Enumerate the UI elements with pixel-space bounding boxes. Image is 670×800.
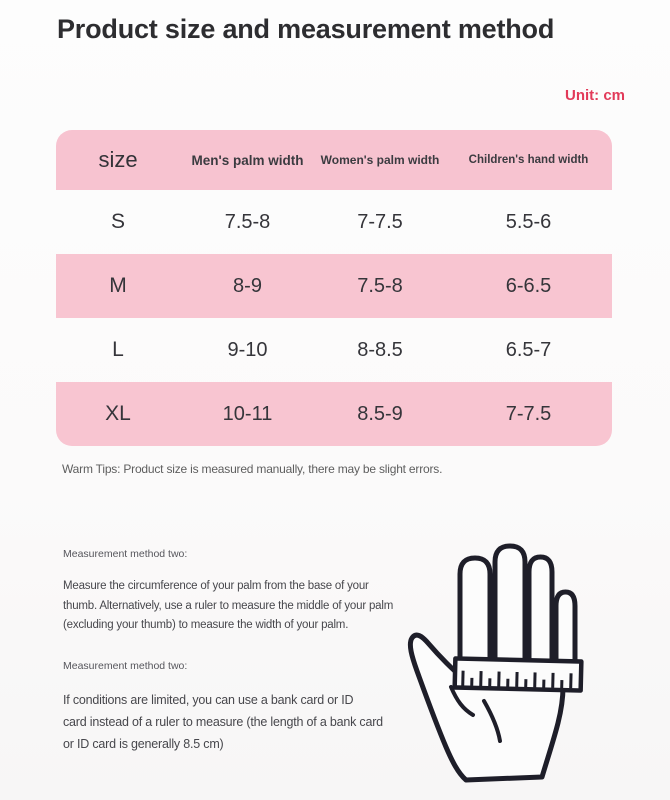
value-cell: 6.5-7 bbox=[505, 338, 552, 361]
method-text bbox=[63, 689, 403, 755]
method-text-line: If conditions are limited, you can use a bank card or ID bbox=[63, 693, 354, 707]
method-label: Measurement method two: bbox=[63, 660, 188, 672]
table-row-l bbox=[56, 318, 612, 382]
size-cell: S bbox=[110, 210, 125, 233]
table-row-xl bbox=[56, 382, 612, 446]
method-text bbox=[63, 577, 403, 636]
method-text-line: thumb. Alternatively, use a ruler to measure the middle of your palm bbox=[63, 599, 394, 612]
unit-label: Unit: cm bbox=[565, 87, 625, 104]
method-text-line: or ID card is generally 8.5 cm) bbox=[63, 737, 224, 751]
col-header-women: Women's palm width bbox=[320, 153, 440, 167]
value-cell: 7.5-8 bbox=[357, 274, 403, 297]
value-cell: 10-11 bbox=[222, 402, 273, 425]
value-cell: 7-7.5 bbox=[505, 402, 552, 425]
method-text-line: Measure the circumference of your palm from the base of your bbox=[63, 580, 369, 592]
value-cell: 6-6.5 bbox=[505, 274, 552, 297]
measurement-method-section-2 bbox=[63, 660, 403, 755]
page-title: Product size and measurement method bbox=[57, 14, 555, 44]
table-row-s bbox=[56, 190, 612, 254]
size-table-header bbox=[56, 130, 612, 190]
value-cell: 8.5-9 bbox=[357, 402, 403, 425]
col-header-children: Children's hand width bbox=[468, 154, 589, 166]
col-header-size: size bbox=[98, 147, 138, 172]
col-header-men: Men's palm width bbox=[191, 152, 304, 168]
method-text-line: card instead of a ruler to measure (the length of a bank card bbox=[63, 715, 383, 729]
value-cell: 5.5-6 bbox=[505, 210, 552, 233]
size-cell: M bbox=[109, 274, 127, 297]
hand-with-ruler-icon bbox=[400, 528, 670, 800]
measurement-method-section-1 bbox=[63, 548, 403, 636]
value-cell: 7-7.5 bbox=[357, 210, 403, 233]
size-table bbox=[56, 130, 612, 446]
table-row-m bbox=[56, 254, 612, 318]
value-cell: 9-10 bbox=[227, 338, 268, 361]
method-label: Measurement method two: bbox=[63, 548, 188, 560]
value-cell: 8-8.5 bbox=[357, 338, 403, 361]
size-cell: XL bbox=[105, 402, 131, 425]
value-cell: 7.5-8 bbox=[224, 210, 271, 233]
method-text-line: (excluding your thumb) to measure the width of your palm. bbox=[63, 619, 349, 631]
warm-tips-note: Warm Tips: Product size is measured manually, there may be slight errors. bbox=[62, 462, 443, 476]
value-cell: 8-9 bbox=[233, 274, 262, 297]
size-cell: L bbox=[112, 338, 124, 361]
